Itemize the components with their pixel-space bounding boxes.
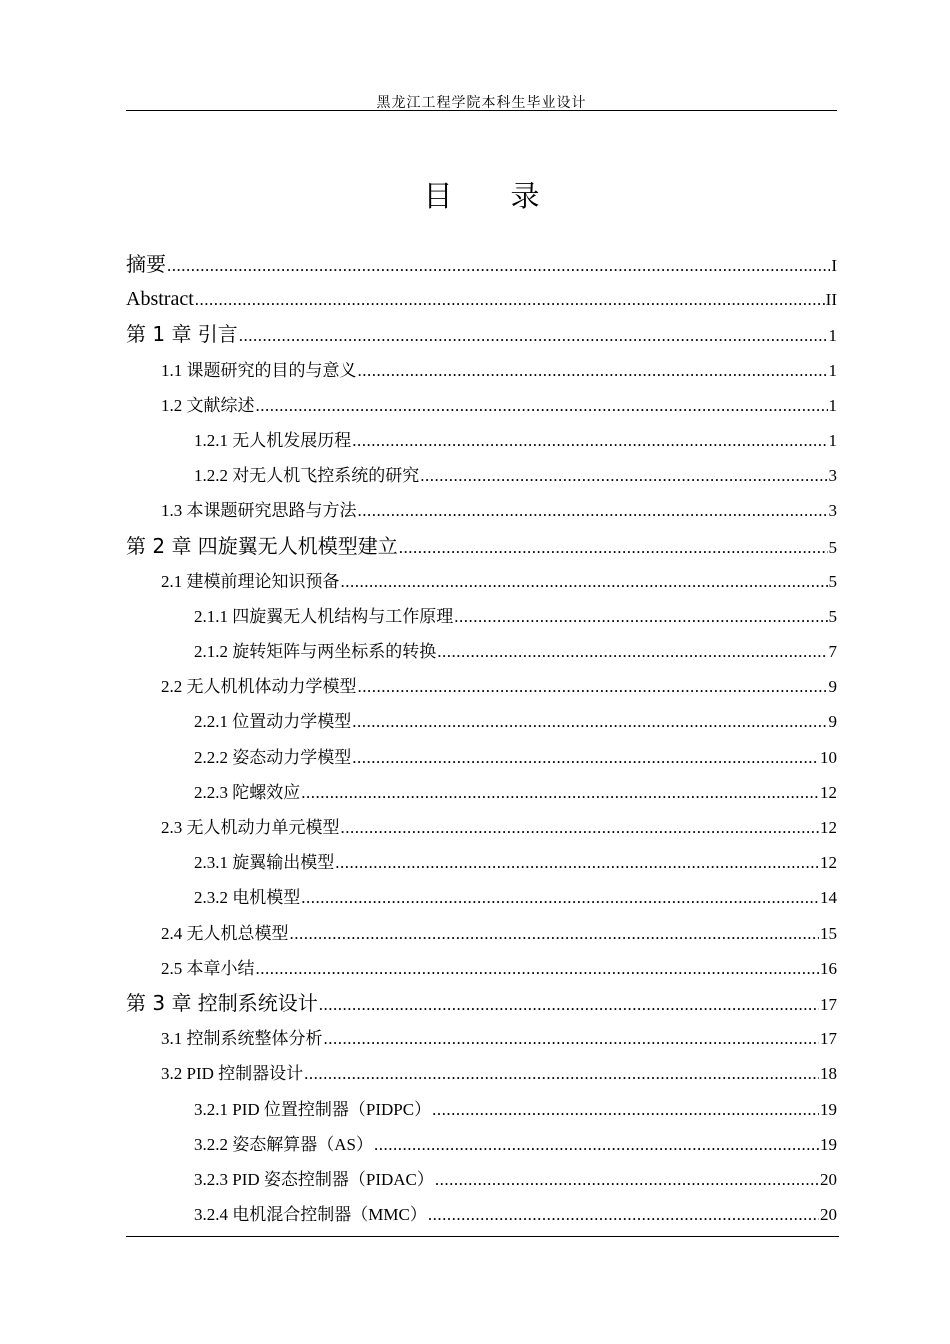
toc-entry[interactable]: [126, 634, 837, 669]
toc-leader-dots: [341, 564, 828, 599]
toc-entry-page: II: [825, 290, 837, 310]
toc-leader-dots: [301, 880, 819, 915]
toc-entry-page: 1: [828, 395, 837, 415]
toc-entry[interactable]: [126, 423, 837, 458]
toc-entry-label: 2.1.1 四旋翼无人机结构与工作原理: [194, 606, 454, 626]
toc-entry[interactable]: [126, 1092, 837, 1127]
toc-entry-label: 2.1.2 旋转矩阵与两坐标系的转换: [194, 642, 437, 662]
toc-entry-page: 1: [828, 326, 837, 346]
toc-leader-dots: [239, 318, 828, 352]
toc-leader-dots: [301, 775, 819, 810]
toc-entry-label: 第 1 章 引言: [126, 322, 238, 347]
toc-entry-page: 5: [828, 537, 837, 557]
toc-entry-label: 1.3 本课题研究思路与方法: [161, 501, 357, 521]
toc-entry[interactable]: [126, 1021, 837, 1056]
toc-entry-label: 2.3.2 电机模型: [194, 888, 301, 908]
toc-leader-dots: [341, 810, 820, 845]
toc-entry[interactable]: [126, 775, 837, 810]
toc-entry-label: 3.2 PID 控制器设计: [161, 1064, 304, 1084]
toc-entry-label: 3.2.4 电机混合控制器（MMC）: [194, 1205, 427, 1225]
toc-leader-dots: [256, 951, 820, 986]
toc-leader-dots: [399, 530, 828, 564]
toc-entry[interactable]: [126, 493, 837, 528]
toc-entry-label: 2.2 无人机机体动力学模型: [161, 677, 357, 697]
toc-entry-page: 10: [820, 747, 837, 767]
toc-leader-dots: [256, 388, 828, 423]
toc-leader-dots: [167, 248, 830, 282]
toc-entry-page: 17: [820, 1029, 837, 1049]
toc-title-char-1: 目: [423, 179, 453, 213]
toc-leader-dots: [454, 599, 827, 634]
header-rule: [126, 110, 837, 111]
toc-entry-page: 14: [820, 888, 837, 908]
toc-leader-dots: [352, 740, 819, 775]
footer-rule: [126, 1236, 839, 1237]
toc-leader-dots: [319, 987, 819, 1021]
toc-entry[interactable]: [126, 916, 837, 951]
toc-entry-label: 1.2.1 无人机发展历程: [194, 430, 352, 450]
toc-leader-dots: [358, 493, 828, 528]
toc-entry-page: 12: [820, 782, 837, 802]
toc-entry-label: 1.1 课题研究的目的与意义: [161, 360, 357, 380]
toc-entry-page: 3: [828, 501, 837, 521]
toc-entry[interactable]: [126, 704, 837, 739]
toc-leader-dots: [374, 1127, 819, 1162]
toc-leader-dots: [290, 916, 820, 951]
toc-entry-label: 摘要: [126, 252, 166, 276]
toc-leader-dots: [324, 1021, 820, 1056]
toc-entry[interactable]: [126, 1056, 837, 1091]
toc-entry-page: 16: [820, 958, 837, 978]
toc-leader-dots: [304, 1056, 819, 1091]
toc-leader-dots: [358, 669, 828, 704]
toc-leader-dots: [437, 634, 827, 669]
toc-entry-label: 2.2.1 位置动力学模型: [194, 712, 352, 732]
toc-entry[interactable]: [126, 951, 837, 986]
toc-leader-dots: [428, 1197, 819, 1232]
toc-entry[interactable]: [126, 317, 837, 352]
toc-leader-dots: [195, 282, 825, 317]
toc-entry-label: 第 2 章 四旋翼无人机模型建立: [126, 533, 398, 558]
toc-entry-label: Abstract: [126, 288, 194, 311]
toc-entry-label: 2.3.1 旋翼输出模型: [194, 853, 335, 873]
page-header: 黑龙江工程学院本科生毕业设计: [376, 95, 587, 111]
toc-entry-page: 17: [820, 994, 837, 1014]
toc-entry[interactable]: [126, 458, 837, 493]
toc-leader-dots: [420, 458, 827, 493]
toc-entry-label: 2.4 无人机总模型: [161, 923, 289, 943]
toc-entry[interactable]: [126, 388, 837, 423]
toc-entry[interactable]: [126, 810, 837, 845]
toc-entry-label: 2.3 无人机动力单元模型: [161, 818, 340, 837]
toc-entry-label: 2.2.2 姿态动力学模型: [194, 747, 352, 767]
toc-entry-label: 2.5 本章小结: [161, 958, 255, 978]
toc-entry[interactable]: [126, 564, 837, 599]
toc-leader-dots: [352, 704, 827, 739]
toc-leader-dots: [435, 1162, 819, 1197]
toc-entry-page: 19: [820, 1099, 837, 1119]
table-of-contents: [126, 247, 837, 1232]
toc-entry-label: 2.1 建模前理论知识预备: [161, 571, 340, 591]
toc-entry-label: 1.2.2 对无人机飞控系统的研究: [194, 466, 420, 486]
toc-entry[interactable]: [126, 353, 837, 388]
toc-entry-page: 9: [828, 677, 837, 697]
toc-entry[interactable]: [126, 740, 837, 775]
toc-entry-page: 7: [828, 642, 837, 662]
toc-entry[interactable]: [126, 845, 837, 880]
toc-entry-page: 5: [828, 571, 837, 591]
toc-entry-page: 1: [828, 430, 837, 450]
toc-entry-label: 第 3 章 控制系统设计: [126, 990, 318, 1015]
toc-entry-page: 5: [828, 606, 837, 626]
toc-leader-dots: [335, 845, 819, 880]
toc-entry-label: 3.2.1 PID 位置控制器（PIDPC）: [194, 1099, 432, 1119]
toc-leader-dots: [358, 353, 828, 388]
toc-entry-label: 3.2.2 姿态解算器（AS）: [194, 1134, 373, 1154]
toc-entry-page: 20: [820, 1205, 837, 1225]
toc-entry-label: 2.2.3 陀螺效应: [194, 782, 301, 802]
toc-entry[interactable]: [126, 669, 837, 704]
toc-entry[interactable]: [126, 1162, 837, 1197]
toc-entry-page: 20: [820, 1169, 837, 1189]
toc-entry-page: 9: [828, 712, 837, 732]
toc-title-char-2: 录: [510, 179, 540, 213]
toc-entry-page: 15: [820, 923, 837, 943]
toc-entry-page: 19: [820, 1134, 837, 1154]
toc-entry[interactable]: [126, 529, 837, 564]
toc-entry-page: 1: [828, 360, 837, 380]
toc-entry-label: 3.2.3 PID 姿态控制器（PIDAC）: [194, 1169, 434, 1189]
toc-entry-page: 12: [820, 818, 837, 837]
toc-entry-label: 3.1 控制系统整体分析: [161, 1029, 323, 1049]
toc-leader-dots: [352, 423, 827, 458]
toc-entry[interactable]: [126, 599, 837, 634]
toc-entry[interactable]: [126, 1127, 837, 1162]
toc-entry[interactable]: [126, 1197, 837, 1232]
toc-entry[interactable]: [126, 880, 837, 915]
toc-leader-dots: [432, 1092, 819, 1127]
toc-entry[interactable]: [126, 986, 837, 1021]
toc-entry[interactable]: [126, 247, 837, 282]
toc-entry-page: 3: [828, 466, 837, 486]
toc-title: [126, 174, 837, 215]
toc-entry-page: I: [831, 256, 837, 275]
toc-entry-page: 12: [820, 853, 837, 873]
toc-entry-page: 18: [820, 1064, 837, 1084]
toc-entry-label: 1.2 文献综述: [161, 395, 255, 415]
toc-entry[interactable]: [126, 282, 837, 317]
